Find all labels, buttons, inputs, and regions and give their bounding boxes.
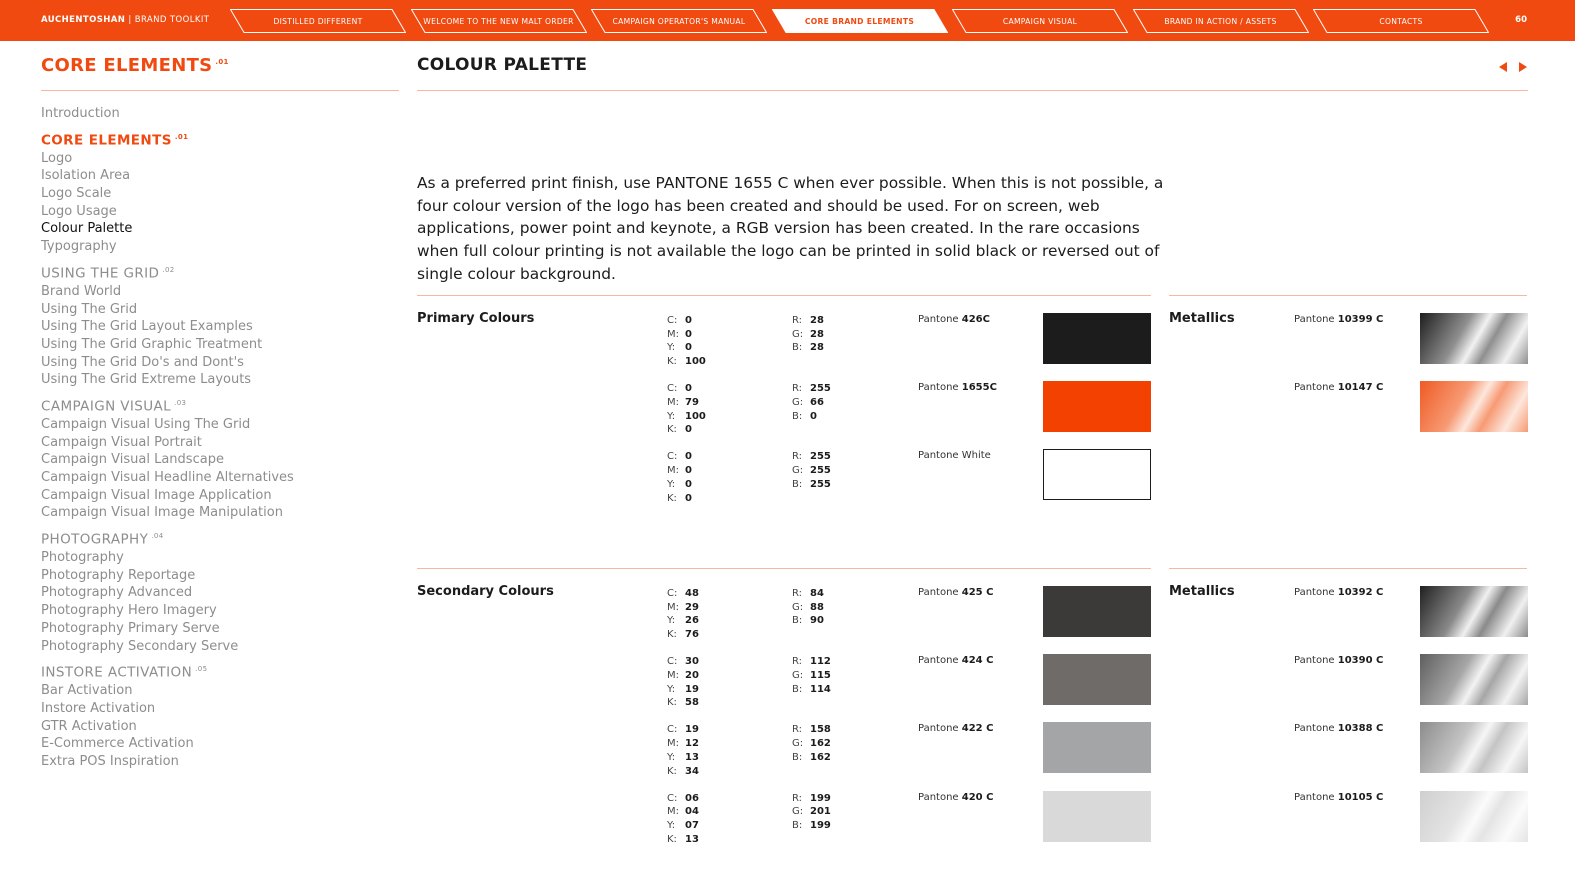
metallic-swatch[interactable] [1420, 791, 1528, 842]
rgb-row [792, 464, 831, 478]
cmyk-values [667, 314, 706, 369]
rgb-values [792, 450, 831, 491]
sidebar-menu-item[interactable]: Campaign Visual Using The Grid [41, 416, 251, 432]
nav-tab-label: CORE BRAND ELEMENTS [804, 16, 915, 26]
channel-label: R: [792, 383, 803, 395]
sidebar-section-number: .02 [162, 265, 175, 274]
channel-label: B: [792, 342, 803, 354]
page-number: 60 [1515, 15, 1527, 25]
pantone-code: 1655C [961, 382, 997, 394]
channel-value: 0 [685, 424, 692, 436]
rgb-row [792, 655, 831, 669]
channel-label: G: [792, 669, 804, 681]
channel-label: R: [792, 588, 803, 599]
cmyk-row [667, 464, 692, 478]
nav-tab-7[interactable] [1313, 9, 1489, 33]
secondary-colours-label: Secondary Colours [417, 584, 554, 599]
pantone-label [918, 314, 990, 325]
brand-name: AUCHENTOSHAN [41, 15, 126, 25]
sidebar-section-heading[interactable] [41, 258, 381, 282]
channel-label: Y: [667, 615, 676, 627]
sidebar-menu-item[interactable]: Using The Grid Extreme Layouts [41, 372, 252, 388]
channel-value: 29 [685, 601, 699, 613]
sidebar-menu-item[interactable]: Using The Grid Graphic Treatment [41, 336, 263, 352]
cmyk-row [667, 723, 699, 737]
sidebar-menu-item[interactable]: GTR Activation [41, 718, 137, 734]
colour-swatch[interactable] [1043, 381, 1151, 432]
sidebar-menu-item[interactable]: Extra POS Inspiration [41, 753, 179, 769]
channel-label: Y: [667, 478, 676, 490]
sidebar-section-label: CAMPAIGN VISUAL [41, 398, 172, 415]
channel-value: 12 [685, 738, 699, 750]
channel-value: 66 [810, 396, 824, 408]
cmyk-values [667, 792, 699, 847]
channel-value: 88 [810, 601, 824, 613]
rgb-row [792, 683, 831, 697]
channel-value: 255 [810, 465, 831, 477]
cmyk-values [667, 723, 699, 778]
channel-value: 34 [685, 765, 699, 777]
channel-value: 0 [685, 383, 692, 395]
sidebar-section-label: PHOTOGRAPHY [41, 531, 149, 548]
sidebar-menu-item[interactable]: E-Commerce Activation [41, 736, 194, 752]
rgb-row [792, 792, 831, 806]
channel-label: C: [667, 315, 678, 326]
pantone-prefix: Pantone [918, 791, 962, 803]
rgb-values [792, 655, 831, 696]
rgb-row [792, 819, 831, 833]
channel-value: 0 [810, 410, 817, 422]
pantone-prefix: Pantone [1294, 791, 1338, 803]
cmyk-values [667, 587, 699, 642]
channel-label: K: [667, 697, 677, 709]
pantone-label [918, 655, 993, 666]
channel-label: Y: [667, 342, 676, 354]
channel-value: 100 [685, 356, 706, 368]
pantone-prefix: Pantone [918, 655, 962, 667]
channel-label: K: [667, 424, 677, 436]
sidebar-section-label: USING THE GRID [41, 265, 160, 282]
rgb-values [792, 382, 831, 423]
cmyk-row [667, 833, 699, 847]
channel-value: 201 [810, 806, 831, 818]
sidebar-section-number: .04 [151, 532, 164, 541]
pantone-code: 10399 C [1337, 314, 1384, 325]
channel-label: R: [792, 724, 803, 736]
cmyk-row [667, 341, 706, 355]
cmyk-row [667, 669, 699, 683]
rgb-row [792, 382, 831, 396]
metallic-swatch[interactable] [1420, 722, 1528, 773]
channel-value: 84 [810, 588, 824, 599]
rgb-row [792, 805, 831, 819]
pantone-label [918, 382, 997, 393]
metallic-pantone-label [1294, 723, 1383, 734]
channel-label: Y: [667, 683, 676, 695]
channel-label: B: [792, 478, 803, 490]
channel-value: 0 [685, 492, 692, 504]
pantone-prefix: Pantone [918, 314, 962, 325]
cmyk-values [667, 450, 692, 505]
sidebar-menu-item[interactable]: Using The Grid Do's and Dont's [41, 354, 244, 370]
cmyk-values [667, 382, 706, 437]
channel-label: G: [792, 806, 804, 818]
sidebar-menu-item[interactable]: Campaign Visual Image Application [41, 487, 272, 503]
nav-tab-label: CAMPAIGN OPERATOR'S MANUAL [612, 16, 746, 26]
sidebar-menu-item[interactable]: Photography Advanced [41, 585, 193, 601]
colour-swatch[interactable] [1043, 654, 1151, 705]
pantone-prefix: Pantone [918, 587, 962, 598]
sidebar-menu-item[interactable]: Photography [41, 550, 124, 566]
metallic-swatch[interactable] [1420, 586, 1528, 637]
page-nav-arrows [1497, 60, 1531, 74]
rgb-row [792, 751, 831, 765]
channel-label: G: [792, 601, 804, 613]
sidebar-menu-item[interactable]: Isolation Area [41, 168, 131, 184]
cmyk-row [667, 492, 692, 506]
nav-tab-label: DISTILLED DIFFERENT [273, 16, 363, 26]
cmyk-row [667, 751, 699, 765]
pantone-code: 10390 C [1337, 655, 1384, 667]
cmyk-row [667, 601, 699, 615]
rgb-row [792, 314, 824, 328]
channel-value: 28 [810, 328, 824, 340]
sidebar-section-label: CORE ELEMENTS [41, 132, 172, 149]
nav-tab-label: BRAND IN ACTION / ASSETS [1164, 16, 1277, 26]
pantone-prefix: Pantone [1294, 655, 1338, 667]
rgb-row [792, 341, 824, 355]
metallic-pantone-label [1294, 655, 1383, 666]
sidebar-menu-item[interactable]: Instore Activation [41, 700, 156, 716]
sidebar-section-heading[interactable] [41, 391, 381, 415]
rgb-row [792, 723, 831, 737]
sidebar-menu-item[interactable]: Photography Primary Serve [41, 620, 220, 636]
sidebar-title-number: .01 [215, 58, 229, 66]
pantone-code: 422 C [961, 723, 994, 735]
channel-value: 114 [810, 683, 831, 695]
sidebar-menu-item[interactable]: Logo [41, 150, 73, 166]
channel-value: 255 [810, 383, 831, 395]
channel-value: 48 [685, 588, 699, 599]
nav-tab-4[interactable] [772, 9, 948, 33]
cmyk-row [667, 792, 699, 806]
cmyk-row [667, 423, 706, 437]
nav-tab-2[interactable] [411, 9, 587, 33]
channel-label: C: [667, 588, 678, 599]
sidebar-menu-item[interactable]: Campaign Visual Headline Alternatives [41, 470, 294, 485]
channel-label: B: [792, 683, 803, 695]
pantone-code: 426C [961, 314, 990, 325]
metallic-pantone-label [1294, 792, 1383, 803]
sidebar-title-text: CORE ELEMENTS [41, 55, 213, 76]
pantone-prefix: Pantone White [918, 450, 991, 462]
sidebar-section-label: INSTORE ACTIVATION [41, 664, 193, 681]
cmyk-row [667, 696, 699, 710]
nav-tab-6[interactable] [1133, 9, 1309, 33]
channel-label: R: [792, 656, 803, 668]
rgb-row [792, 450, 831, 464]
channel-label: C: [667, 656, 678, 668]
pantone-prefix: Pantone [1294, 382, 1338, 394]
sidebar-menu-item[interactable]: Typography [41, 239, 117, 255]
channel-label: R: [792, 792, 803, 804]
cmyk-row [667, 314, 706, 328]
channel-label: K: [667, 356, 677, 368]
sidebar-menu-item[interactable]: Campaign Visual Landscape [41, 452, 224, 468]
primary-metallics-label: Metallics [1169, 311, 1235, 326]
sidebar-menu-item[interactable]: Photography Reportage [41, 567, 196, 583]
channel-label: R: [792, 315, 803, 326]
colour-swatch[interactable] [1043, 791, 1151, 842]
sidebar-section-heading[interactable] [41, 657, 381, 681]
cmyk-row [667, 478, 692, 492]
pantone-code: 10105 C [1337, 791, 1384, 803]
brand-label[interactable] [41, 15, 209, 25]
sidebar-menu-item[interactable]: Colour Palette [41, 221, 133, 237]
cmyk-row [667, 355, 706, 369]
colour-swatch[interactable] [1043, 313, 1151, 364]
channel-value: 0 [685, 465, 692, 477]
sidebar-section-heading[interactable] [41, 524, 381, 548]
nav-tab-label: CAMPAIGN VISUAL [1002, 16, 1078, 26]
metallic-swatch[interactable] [1420, 381, 1528, 432]
sidebar-title [41, 55, 229, 76]
sidebar-section-heading[interactable] [41, 125, 381, 149]
channel-value: 30 [685, 656, 699, 668]
metallic-pantone-label [1294, 314, 1383, 325]
sidebar-menu-item[interactable]: Using The Grid [41, 301, 138, 317]
nav-tab-1[interactable] [230, 9, 406, 33]
secondary-metallics-label: Metallics [1169, 584, 1235, 599]
rgb-row [792, 737, 831, 751]
channel-label: R: [792, 451, 803, 463]
cmyk-row [667, 328, 706, 342]
channel-label: G: [792, 396, 804, 408]
secondary-metallics-divider [1169, 568, 1527, 569]
channel-value: 04 [685, 806, 699, 818]
channel-value: 0 [685, 342, 692, 354]
channel-value: 0 [685, 315, 692, 326]
channel-value: 58 [685, 697, 699, 709]
sidebar-menu-item[interactable]: Logo Scale [41, 186, 112, 202]
top-nav-bar [0, 0, 1575, 41]
secondary-divider [417, 568, 1151, 569]
rgb-row [792, 669, 831, 683]
sidebar-menu-item[interactable]: Using The Grid Layout Examples [41, 319, 253, 335]
channel-value: 06 [685, 792, 699, 804]
channel-label: G: [792, 465, 804, 477]
pantone-label [918, 723, 993, 734]
next-page-icon[interactable] [1517, 60, 1529, 74]
cmyk-row [667, 819, 699, 833]
channel-label: M: [667, 738, 679, 750]
rgb-row [792, 614, 824, 628]
channel-label: M: [667, 328, 679, 340]
sidebar-section-number: .01 [174, 132, 189, 141]
channel-value: 07 [685, 820, 699, 831]
channel-label: B: [792, 410, 803, 422]
sidebar-menu-item[interactable]: Photography Secondary Serve [41, 638, 239, 654]
channel-value: 199 [810, 820, 831, 831]
channel-label: M: [667, 465, 679, 477]
pantone-label [918, 450, 991, 461]
channel-value: 20 [685, 669, 699, 681]
channel-value: 199 [810, 792, 831, 804]
channel-value: 19 [685, 683, 699, 695]
brand-subtitle: | BRAND TOOLKIT [125, 15, 210, 25]
channel-label: K: [667, 765, 677, 777]
sidebar-menu-item[interactable]: Logo Usage [41, 203, 117, 219]
sidebar-menu-item[interactable]: Bar Activation [41, 683, 133, 699]
channel-value: 0 [685, 451, 692, 463]
metallic-pantone-label [1294, 382, 1383, 393]
nav-tab-label: CONTACTS [1379, 16, 1423, 26]
rgb-values [792, 314, 824, 355]
rgb-row [792, 478, 831, 492]
pantone-label [918, 587, 993, 598]
channel-label: B: [792, 751, 803, 763]
channel-value: 255 [810, 451, 831, 463]
channel-value: 26 [685, 615, 699, 627]
channel-label: C: [667, 792, 678, 804]
channel-label: M: [667, 601, 679, 613]
rgb-values [792, 723, 831, 764]
prev-page-icon[interactable] [1497, 60, 1509, 74]
primary-metallics-divider [1169, 295, 1527, 296]
pantone-code: 10388 C [1337, 723, 1384, 735]
nav-tab-3[interactable] [591, 9, 767, 33]
metallic-swatch[interactable] [1420, 313, 1528, 364]
sidebar-menu-item[interactable]: Introduction [41, 106, 120, 121]
title-divider [417, 90, 1528, 91]
page-title: COLOUR PALETTE [417, 55, 588, 75]
sidebar-divider [41, 90, 399, 91]
cmyk-row [667, 396, 706, 410]
rgb-row [792, 396, 831, 410]
channel-label: K: [667, 492, 677, 504]
cmyk-values [667, 655, 699, 710]
cmyk-row [667, 683, 699, 697]
channel-value: 76 [685, 629, 699, 641]
channel-label: K: [667, 629, 677, 641]
channel-label: B: [792, 820, 803, 831]
rgb-values [792, 792, 831, 833]
channel-label: C: [667, 451, 678, 463]
cmyk-row [667, 628, 699, 642]
channel-value: 13 [685, 833, 699, 845]
channel-value: 0 [685, 328, 692, 340]
channel-value: 19 [685, 724, 699, 736]
channel-label: Y: [667, 751, 676, 763]
sidebar-menu-item[interactable]: Campaign Visual Portrait [41, 434, 202, 450]
sidebar-menu [41, 105, 381, 771]
channel-value: 255 [810, 478, 831, 490]
sidebar-menu-item[interactable]: Photography Hero Imagery [41, 603, 217, 619]
rgb-values [792, 587, 824, 628]
metallic-swatch[interactable] [1420, 654, 1528, 705]
channel-label: B: [792, 615, 803, 627]
pantone-code: 10392 C [1337, 587, 1384, 598]
cmyk-row [667, 410, 706, 424]
channel-value: 90 [810, 615, 824, 627]
cmyk-row [667, 805, 699, 819]
channel-value: 100 [685, 410, 706, 422]
sidebar-menu-item[interactable]: Campaign Visual Image Manipulation [41, 505, 283, 521]
rgb-row [792, 410, 831, 424]
channel-label: G: [792, 738, 804, 750]
cmyk-row [667, 655, 699, 669]
pantone-code: 424 C [961, 655, 994, 667]
pantone-prefix: Pantone [918, 382, 962, 394]
cmyk-row [667, 587, 699, 601]
channel-label: M: [667, 806, 679, 818]
pantone-prefix: Pantone [1294, 314, 1338, 325]
channel-value: 0 [685, 478, 692, 490]
rgb-row [792, 328, 824, 342]
colour-swatch[interactable] [1043, 449, 1151, 500]
channel-label: Y: [667, 410, 676, 422]
channel-value: 79 [685, 396, 699, 408]
nav-tab-5[interactable] [952, 9, 1128, 33]
intro-paragraph: As a preferred print finish, use PANTONE 1655 C when ever possible. When this is not possible, a four colour version of the logo has been created and should be used. For on screen, web applications, power point and keynote, a RGB version has been created. In the rare occasions when full colour printing is not available the logo can be printed in solid black or reversed out of single colour background. [417, 174, 1164, 283]
channel-value: 162 [810, 738, 831, 750]
channel-value: 162 [810, 751, 831, 763]
cmyk-row [667, 737, 699, 751]
cmyk-row [667, 450, 692, 464]
metallic-pantone-label [1294, 587, 1383, 598]
primary-colours-label: Primary Colours [417, 311, 535, 326]
channel-value: 28 [810, 342, 824, 354]
cmyk-row [667, 614, 699, 628]
primary-divider [417, 295, 1151, 296]
pantone-code: 420 C [961, 791, 994, 803]
rgb-row [792, 601, 824, 615]
pantone-code: 425 C [961, 587, 994, 598]
channel-label: K: [667, 833, 677, 845]
channel-value: 13 [685, 751, 699, 763]
pantone-code: 10147 C [1337, 382, 1384, 394]
channel-value: 28 [810, 315, 824, 326]
channel-label: Y: [667, 820, 676, 831]
pantone-prefix: Pantone [918, 723, 962, 735]
sidebar-menu-item[interactable]: Brand World [41, 283, 122, 299]
cmyk-row [667, 765, 699, 779]
nav-tab-label: WELCOME TO THE NEW MALT ORDER [423, 16, 574, 26]
channel-label: C: [667, 724, 678, 736]
colour-swatch[interactable] [1043, 586, 1151, 637]
sidebar-section-number: .05 [195, 665, 208, 674]
channel-value: 112 [810, 656, 831, 668]
channel-label: M: [667, 669, 679, 681]
pantone-prefix: Pantone [1294, 587, 1338, 598]
channel-label: C: [667, 383, 678, 395]
channel-value: 158 [810, 724, 831, 736]
colour-swatch[interactable] [1043, 722, 1151, 773]
sidebar-section-number: .03 [174, 398, 187, 407]
channel-label: M: [667, 396, 679, 408]
cmyk-row [667, 382, 706, 396]
pantone-prefix: Pantone [1294, 723, 1338, 735]
channel-value: 115 [810, 669, 831, 681]
pantone-label [918, 792, 993, 803]
channel-label: G: [792, 328, 804, 340]
rgb-row [792, 587, 824, 601]
